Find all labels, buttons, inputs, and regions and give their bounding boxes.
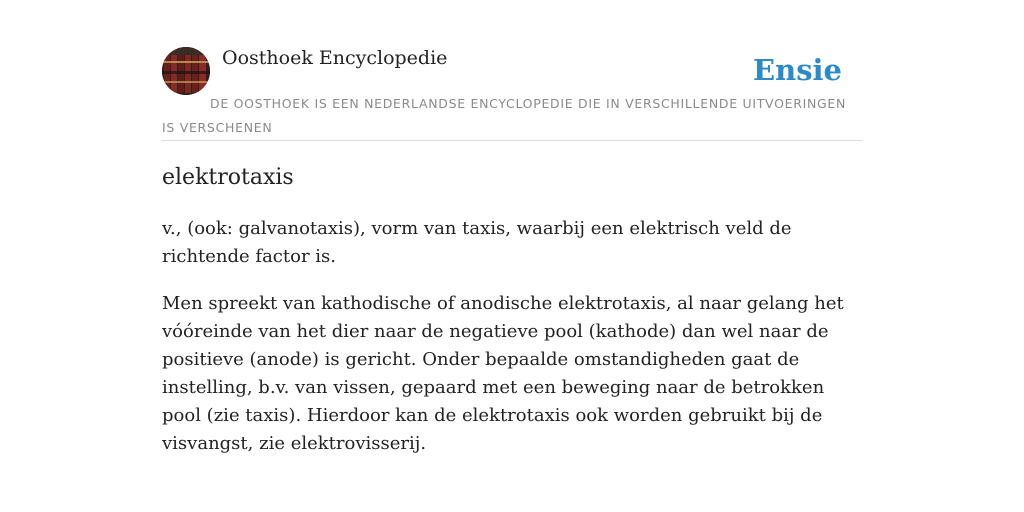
site-tagline: DE OOSTHOEK IS EEN NEDERLANDSE ENCYCLOPEDIE DIE IN VERSCHILLENDE UITVOERINGEN IS VERSCHENEN xyxy=(162,96,847,135)
article xyxy=(162,160,862,458)
entry-title: elektrotaxis xyxy=(162,165,294,190)
site-title[interactable]: Oosthoek Encyclopedie xyxy=(222,47,448,69)
body-paragraph: Men spreekt van kathodische of anodische elektrotaxis, al naar gelang het vóóreinde van het dier naar de negatieve pool (kathode) dan wel naar de positieve (anode) is gericht. Onder bepaalde omstandigheden gaat de instelling, b.v. van vissen, gepaard met een beweging naar de betrokken pool (zie taxis). Hierdoor kan de elektrotaxis ook worden gebruikt bij de visvangst, zie elektrovisserij. xyxy=(162,293,844,454)
book-spines-icon[interactable] xyxy=(162,47,210,95)
definition-paragraph: v., (ook: galvanotaxis), vorm van taxis, waarbij een elektrisch veld de richtende factor is. xyxy=(162,218,792,267)
site-header xyxy=(162,46,862,141)
brand-logo[interactable]: Ensie xyxy=(753,53,842,87)
